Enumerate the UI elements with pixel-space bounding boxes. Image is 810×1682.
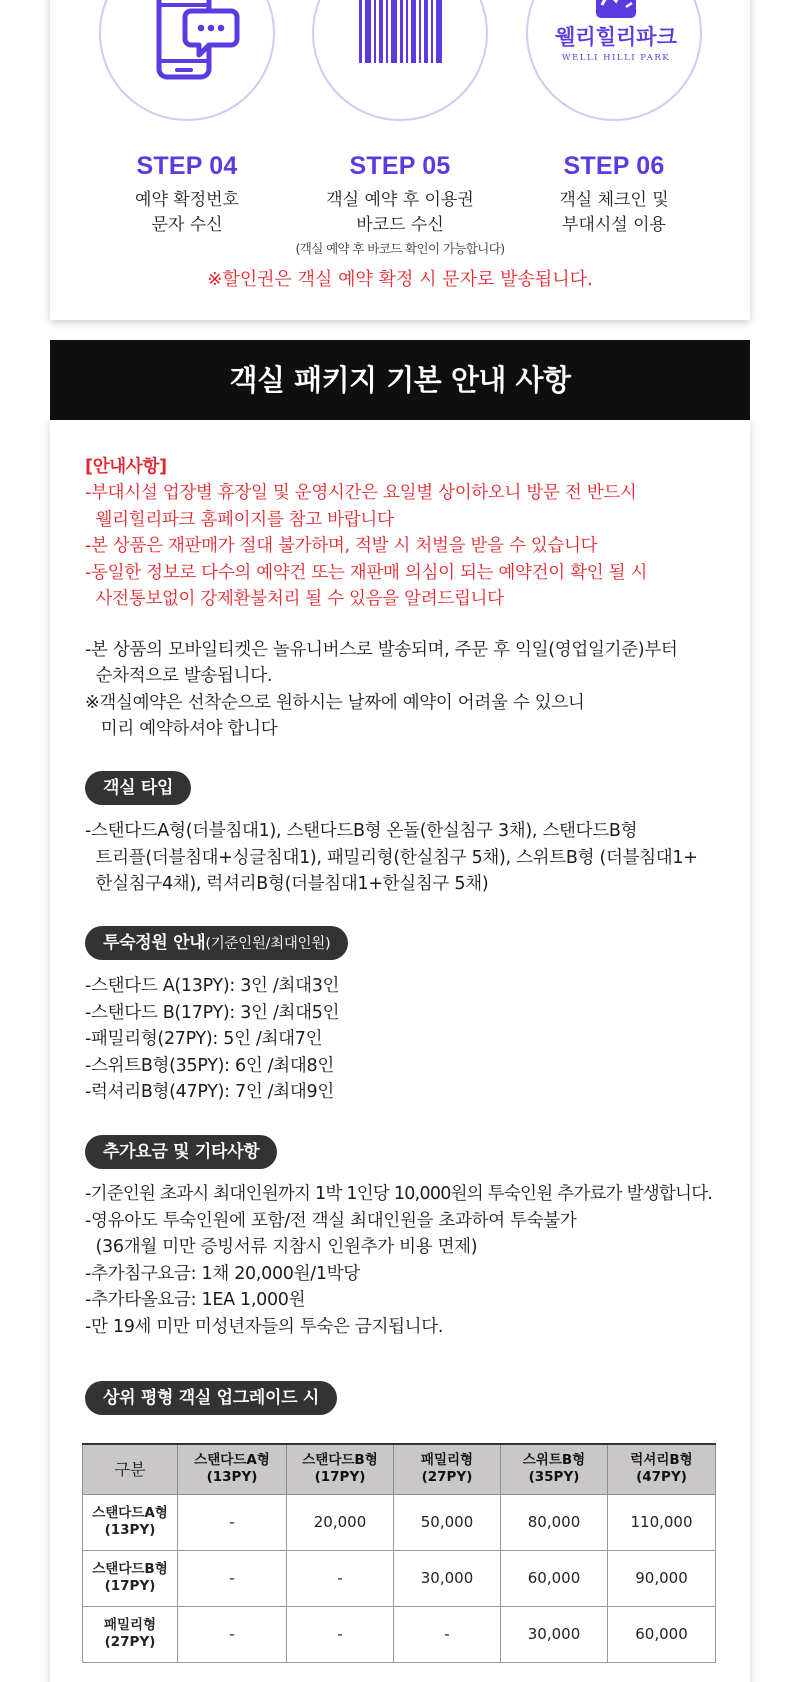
step-04-title: STEP 04	[136, 152, 238, 180]
section-banner-title: 객실 패키지 기본 안내 사항	[50, 340, 750, 420]
general-line: 순차적으로 발송됩니다.	[85, 666, 273, 686]
extra-line: -기준인원 초과시 최대인원까지 1박 1인당 10,000원의 투숙인원 추가료가 발생합니다.	[85, 1184, 713, 1204]
row-head-line: (17PY)	[104, 1578, 156, 1594]
row-head-line: 스탠다드A형	[92, 1505, 168, 1521]
step-05-circle	[312, 0, 488, 121]
row-head-line: (13PY)	[104, 1522, 156, 1538]
table-row	[83, 1606, 716, 1662]
extra-line: -추가침구요금: 1채 20,000원/1박당	[85, 1264, 360, 1284]
step-05-title: STEP 05	[349, 152, 451, 180]
room-type-line: 한실침구4채), 럭셔리B형(더블침대1+한실침구 5채)	[85, 874, 489, 894]
header-line: (35PY)	[528, 1469, 580, 1486]
table-header-cell	[501, 1444, 608, 1494]
notice-line: -동일한 정보로 다수의 예약건 또는 재판매 의심이 되는 예약건이 확인 될 시	[85, 563, 648, 583]
logo-subtext: WELLI HILLI PARK	[561, 53, 671, 63]
occupancy-line: -스위트B형(35PY): 6인 /최대8인	[85, 1056, 334, 1076]
table-header-cell	[178, 1444, 287, 1494]
table-row	[83, 1550, 716, 1606]
step-05-note: (객실 예약 후 바코드 확인이 가능합니다)	[295, 241, 505, 256]
occupancy-line: -패밀리형(27PY): 5인 /최대7인	[85, 1029, 323, 1049]
occupancy-label	[85, 926, 348, 960]
row-head-line: 패밀리형	[103, 1617, 157, 1633]
step-06-title: STEP 06	[563, 152, 665, 180]
room-type-line: 트리플(더블침대+싱글침대1), 패밀리형(한실침구 5채), 스위트B형 (더블침대1+	[85, 848, 698, 868]
step-04-desc	[72, 188, 302, 238]
steps-notice: ※할인권은 객실 예약 확정 시 문자로 발송됩니다.	[207, 269, 593, 290]
steps-card	[50, 0, 750, 320]
phone-message-icon	[101, 0, 277, 123]
table-cell: 60,000	[501, 1550, 608, 1606]
table-header-cell	[394, 1444, 501, 1494]
step-04-circle	[99, 0, 275, 121]
table-cell: -	[178, 1606, 287, 1662]
table-header-row	[83, 1444, 716, 1494]
occupancy-line: -럭셔리B형(47PY): 7인 /최대9인	[85, 1082, 334, 1102]
row-head-cell	[83, 1550, 178, 1606]
notice-line: -본 상품은 재판매가 절대 불가하며, 적발 시 처벌을 받을 수 있습니다	[85, 536, 598, 556]
general-line: ※객실예약은 선착순으로 원하시는 날짜에 예약이 어려울 수 있으니	[85, 693, 585, 713]
header-line: (13PY)	[206, 1469, 258, 1486]
step-04-desc-line: 예약 확정번호	[135, 190, 239, 210]
extra-line: -만 19세 미만 미성년자들의 투숙은 금지됩니다.	[85, 1317, 444, 1337]
occupancy-label-text: 투숙정원 안내	[103, 933, 206, 953]
step-05-desc-line: 바코드 수신	[356, 215, 444, 235]
table-header-cell	[608, 1444, 716, 1494]
table-cell: 50,000	[394, 1494, 501, 1550]
notice-title: [안내사항]	[85, 457, 167, 477]
step-06-circle	[526, 0, 702, 121]
welli-hilli-park-logo	[528, 0, 704, 123]
extra-charges-label: 추가요금 및 기타사항	[85, 1135, 277, 1169]
extra-line: -영유아도 투숙인원에 포함/전 객실 최대인원을 초과하여 투숙불가	[85, 1211, 577, 1231]
general-line: -본 상품의 모바일티켓은 놀유니버스로 발송되며, 주문 후 익일(영업일기준)부터	[85, 640, 678, 660]
table-cell: 90,000	[608, 1550, 716, 1606]
extra-line: (36개월 미만 증빙서류 지참시 인원추가 비용 면제)	[85, 1237, 478, 1257]
occupancy-line: -스탠다드 B(17PY): 3인 /최대5인	[85, 1003, 340, 1023]
header-line: (17PY)	[314, 1469, 366, 1486]
header-line: (47PY)	[636, 1469, 687, 1486]
table-cell: 110,000	[608, 1494, 716, 1550]
table-cell: -	[394, 1606, 501, 1662]
barcode-icon	[314, 0, 490, 123]
step-06-desc	[499, 188, 729, 238]
logo-text: 웰리힐리파크	[555, 25, 677, 49]
header-line: 스탠다드B형	[302, 1452, 378, 1469]
header-line: 스탠다드A형	[194, 1452, 270, 1469]
header-line: 구분	[114, 1459, 146, 1479]
table-cell: -	[287, 1606, 394, 1662]
general-line: 미리 예약하셔야 합니다	[85, 719, 278, 739]
table-cell: 80,000	[501, 1494, 608, 1550]
notice-line: -부대시설 업장별 휴장일 및 운영시간은 요일별 상이하오니 방문 전 반드시	[85, 483, 637, 503]
header-line: (27PY)	[421, 1469, 473, 1486]
table-cell: 30,000	[394, 1550, 501, 1606]
upgrade-price-table	[82, 1443, 716, 1663]
row-head-line: 스탠다드B형	[92, 1561, 168, 1577]
table-cell: -	[287, 1550, 394, 1606]
upgrade-label: 상위 평형 객실 업그레이드 시	[85, 1381, 337, 1415]
room-type-line: -스탠다드A형(더블침대1), 스탠다드B형 온돌(한실침구 3채), 스탠다드B형	[85, 821, 638, 841]
table-header-cell	[83, 1444, 178, 1494]
header-line: 럭셔리B형	[630, 1452, 693, 1469]
row-head-line: (27PY)	[104, 1634, 156, 1650]
occupancy-label-sub: (기준인원/최대인원)	[205, 936, 331, 952]
step-05-desc	[285, 188, 515, 238]
row-head-cell	[83, 1494, 178, 1550]
table-cell: 60,000	[608, 1606, 716, 1662]
notice-line: 웰리힐리파크 홈페이지를 참고 바랍니다	[85, 510, 394, 530]
extra-line: -추가타올요금: 1EA 1,000원	[85, 1290, 306, 1310]
notice-line: 사전통보없이 강제환불처리 될 수 있음을 알려드립니다	[85, 589, 504, 609]
room-type-label: 객실 타입	[85, 771, 191, 805]
table-cell: -	[178, 1494, 287, 1550]
step-05-desc-line: 객실 예약 후 이용권	[326, 190, 474, 210]
header-line: 패밀리형	[420, 1452, 474, 1469]
step-06-desc-line: 객실 체크인 및	[559, 190, 669, 210]
table-header-cell	[287, 1444, 394, 1494]
row-head-cell	[83, 1606, 178, 1662]
table-cell: 30,000	[501, 1606, 608, 1662]
step-06-desc-line: 부대시설 이용	[562, 215, 666, 235]
occupancy-line: -스탠다드 A(13PY): 3인 /최대3인	[85, 976, 340, 996]
header-line: 스위트B형	[522, 1452, 586, 1469]
table-row	[83, 1494, 716, 1550]
table-cell: 20,000	[287, 1494, 394, 1550]
table-cell: -	[178, 1550, 287, 1606]
step-04-desc-line: 문자 수신	[151, 215, 223, 235]
